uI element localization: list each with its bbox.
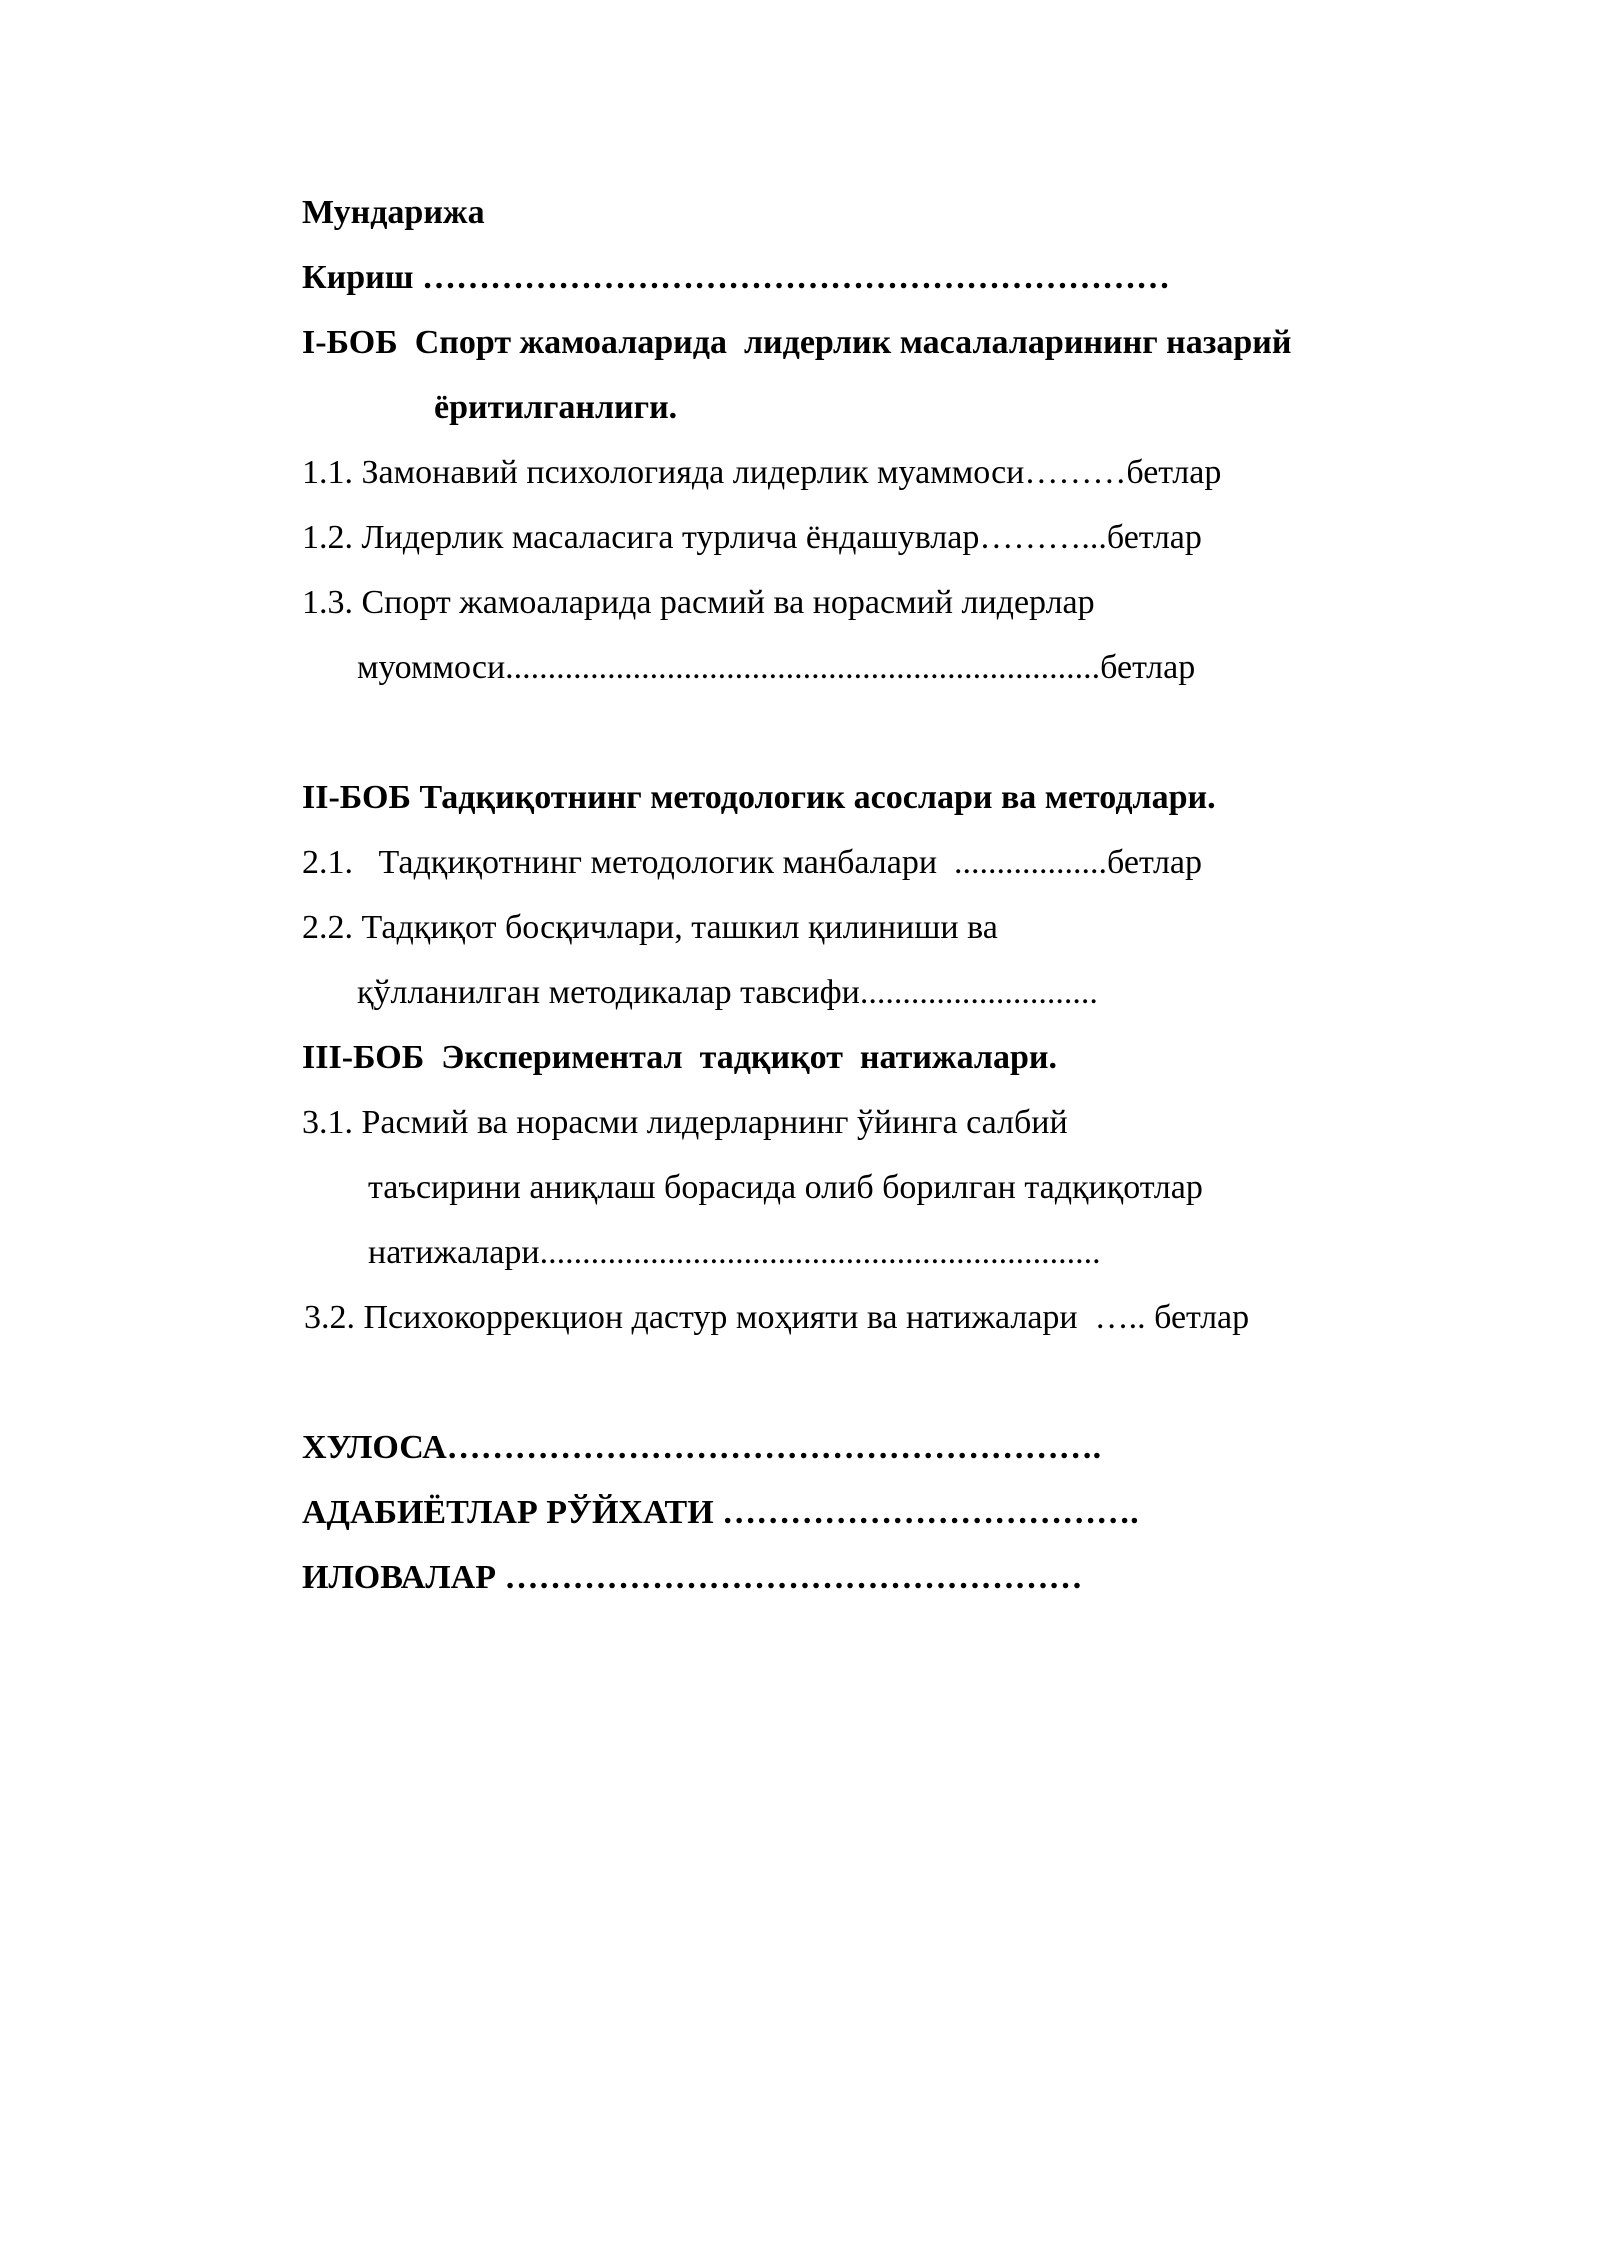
toc-chapter-1-title: I-БОБ Спорт жамоаларида лидерлик масалаларининг назарий bbox=[302, 324, 1292, 361]
toc-section-3-2: 3.2. Психокоррекцион дастур моҳияти ва натижалари ….. бетлар bbox=[304, 1299, 1250, 1336]
toc-section-2-1: 2.1. Тадқиқотнинг методологик манбалари ..................бетлар bbox=[302, 844, 1203, 881]
toc-chapter-3-title: III-БОБ Экспериментал тадқиқот натижалари. bbox=[302, 1039, 1057, 1076]
toc-section-2-2-cont: қўлланилган методикалар тавсифи............................ bbox=[357, 974, 1098, 1011]
toc-section-1-3: 1.3. Спорт жамоаларида расмий ва норасмий лидерлар bbox=[302, 584, 1095, 621]
toc-entry-references: АДАБИЁТЛАР РЎЙХАТИ ………………………………. bbox=[302, 1494, 1139, 1531]
toc-section-1-3-cont: муоммоси......................................................................бетлар bbox=[357, 649, 1196, 686]
toc-entry-intro: Кириш ………………………………………………………… bbox=[302, 259, 1170, 296]
toc-entry-appendices: ИЛОВАЛАР …………………………………………… bbox=[302, 1559, 1083, 1596]
toc-chapter-2-title: II-БОБ Тадқиқотнинг методологик асослари ва методлари. bbox=[302, 779, 1216, 816]
toc-section-3-1-cont: таъсирини аниқлаш борасида олиб борилган тадқиқотлар bbox=[368, 1169, 1203, 1206]
toc-section-3-1-cont-2: натижалари.................................................................. bbox=[368, 1234, 1101, 1271]
toc-title: Мундарижа bbox=[302, 194, 485, 231]
toc-section-3-1: 3.1. Расмий ва норасми лидерларнинг ўйинга салбий bbox=[302, 1104, 1068, 1141]
toc-section-1-1: 1.1. Замонавий психологияда лидерлик муаммоси………бетлар bbox=[302, 454, 1222, 491]
toc-section-2-2: 2.2. Тадқиқот босқичлари, ташкил қилиниши ва bbox=[302, 909, 998, 946]
toc-chapter-1-title-cont: ёритилганлиги. bbox=[434, 389, 678, 426]
toc-section-1-2: 1.2. Лидерлик масаласига турлича ёндашувлар………...бетлар bbox=[302, 519, 1202, 556]
toc-entry-conclusion: ХУЛОСА…………………………………………………. bbox=[302, 1429, 1102, 1466]
